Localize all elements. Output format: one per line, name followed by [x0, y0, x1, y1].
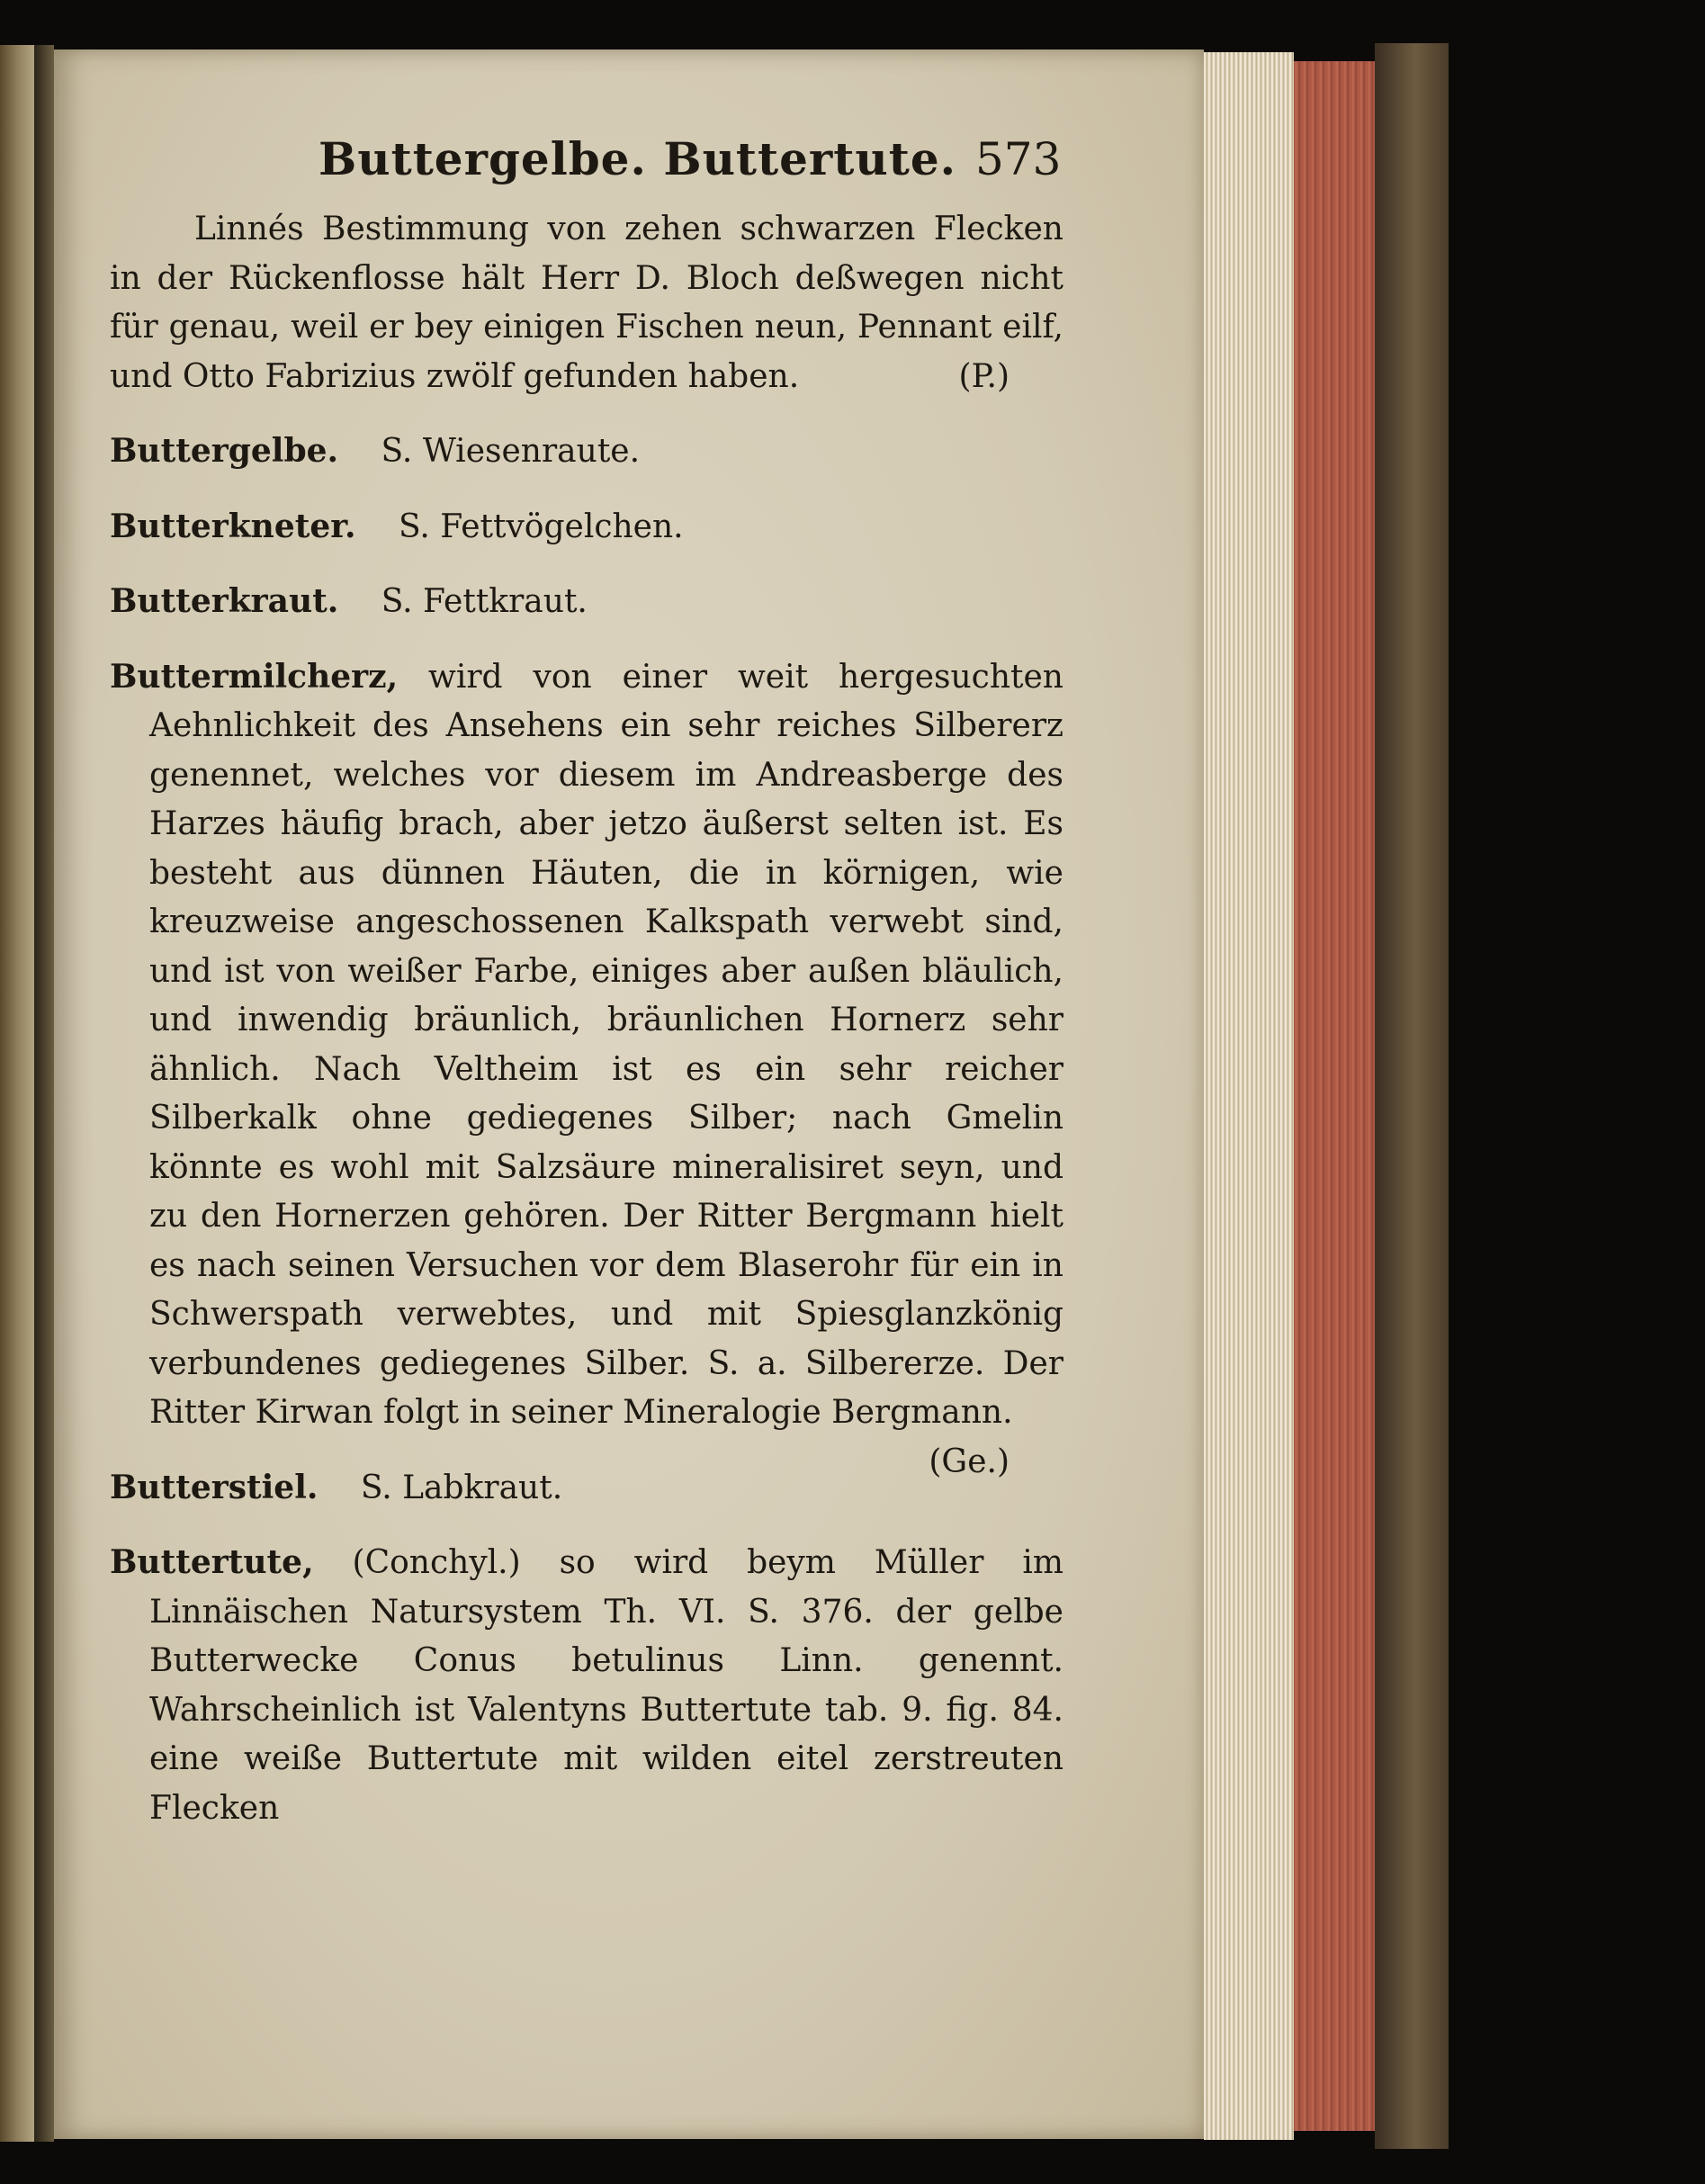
entry-buttermilcherz [110, 652, 1063, 1480]
entry-body: wird von einer weit hergesuchten Aehnlichkeit des Ansehens ein sehr reiches Silbererz genennet, welches vor diesem im Andreasberge des Harzes häufig brach, aber jetzo äußerst selten ist. Es besteht aus dünnen Häuten, die in körnigen, wie kreuzweise angeschossenen Kalkspath verwebt sind, und ist von weißer Farbe, einiges aber außen bläulich, und inwendig bräunlich, bräunlichen Hornerz sehr ähnlich. Nach Veltheim ist es ein sehr reicher Silberkalk ohne gediegenes Silber; nach Gmelin könnte es wohl mit Salzsäure mineralisiret seyn, und zu den Hornerzen gehören. Der Ritter Bergmann hielt es nach seinen Versuchen vor dem Blaserohr für ein in Schwerspath verwebtes, und mit Spiesglanzkönig verbundenes gediegenes Silber. S. a. Silbererze. Der Ritter Kirwan folgt in seiner Mineralogie Bergmann. [149, 658, 1063, 1431]
cross-reference: S. Fettvögelchen. [398, 508, 684, 545]
running-head-words: Buttergelbe. Buttertute. [319, 132, 957, 185]
entry-butterkneter [110, 502, 1063, 553]
author-sign: (Ge.) [929, 1443, 1010, 1480]
entry-body: (Conchyl.) so wird beym Müller im Linnäischen Natursystem Th. VI. S. 376. der gelbe Butterwecke Conus betulinus Linn. genennt. Wahrscheinlich ist Valentyns Buttertute tab. 9. fig. 84. eine weiße Buttertute mit wilden eitel zerstreuten Flecken [149, 1544, 1063, 1827]
entry-head: Buttertute, [110, 1543, 314, 1581]
entry-buttergelbe [110, 427, 1063, 477]
entry-head: Butterstiel. [110, 1468, 319, 1506]
continuation-paragraph [110, 205, 1063, 401]
running-header [110, 132, 1063, 205]
page-edges [1204, 52, 1294, 2140]
cross-reference: S. Labkraut. [360, 1469, 563, 1506]
facing-page-edge [0, 45, 34, 2142]
continuation-text: Linnés Bestimmung von zehen schwarzen Flecken in der Rückenflosse hält Herr D. Bloch deßwegen nicht für genau, weil er bey einigen Fischen neun, Pennant eilf, und Otto Fabrizius zwölf gefunden haben. [110, 211, 1063, 395]
entry-head: Buttermilcherz, [110, 657, 399, 696]
book-gutter [34, 45, 54, 2142]
entry-head: Butterkraut. [110, 582, 339, 620]
book-cover [1375, 43, 1449, 2149]
entry-butterkraut [110, 577, 1063, 627]
cross-reference: S. Wiesenraute. [381, 433, 641, 470]
page-number: 573 [975, 133, 1062, 185]
page-text [110, 132, 1063, 1833]
entry-head: Butterkneter. [110, 507, 356, 545]
author-sign: (P.) [958, 357, 1010, 395]
entry-butterstiel [110, 1463, 1063, 1514]
entry-buttertute [110, 1538, 1063, 1833]
entry-head: Buttergelbe. [110, 432, 339, 470]
cross-reference: S. Fettkraut. [381, 583, 588, 620]
red-edge [1294, 61, 1375, 2131]
